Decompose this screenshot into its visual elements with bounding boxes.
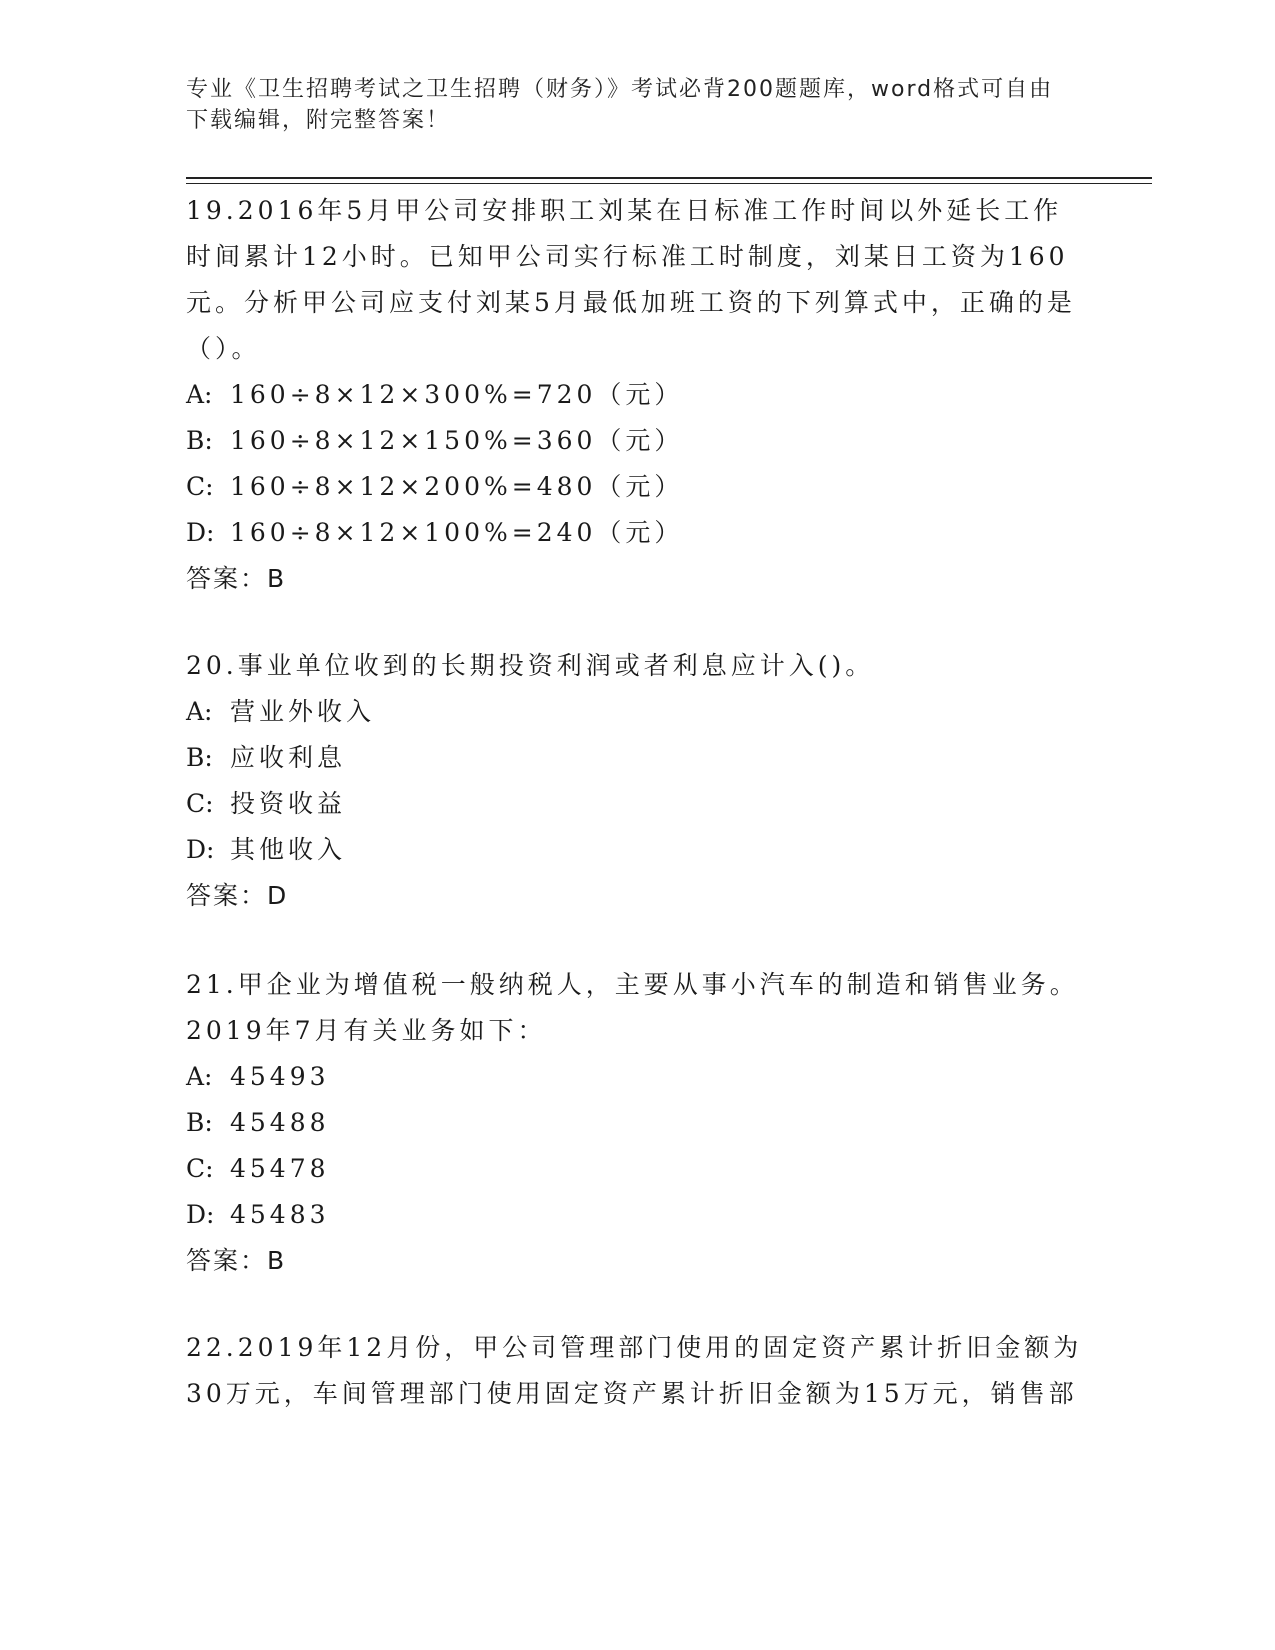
option-c — [186, 464, 1086, 510]
option-key: A: — [186, 1062, 213, 1091]
option-text: 45488 — [230, 1108, 330, 1137]
option-b — [186, 418, 1086, 464]
option-text: 投资收益 — [230, 789, 347, 818]
option-text: 160÷8×12×300%=720（元） — [230, 380, 684, 409]
option-key: A: — [186, 697, 213, 726]
option-c — [186, 781, 1086, 827]
option-key: C: — [186, 472, 214, 501]
answer-line: 答案：B — [186, 1246, 287, 1275]
header-divider-top — [186, 177, 1152, 179]
answer-line: 答案：D — [186, 881, 289, 910]
option-key: C: — [186, 789, 214, 818]
option-text: 45493 — [230, 1062, 330, 1091]
option-key: D: — [186, 1200, 215, 1229]
header-divider-bottom — [186, 183, 1152, 184]
question-stem: 20.事业单位收到的长期投资利润或者利息应计入()。 — [186, 651, 875, 680]
option-text: 45478 — [230, 1154, 330, 1183]
option-d — [186, 510, 1086, 556]
option-text: 45483 — [230, 1200, 330, 1229]
option-d — [186, 1192, 1086, 1238]
question-stem: 19.2016年5月甲公司安排职工刘某在日标准工作时间以外延长工作时间累计12小时。已知甲公司实行标准工时制度，刘某日工资为160元。分析甲公司应支付刘某5月最低加班工资的下列算式中，正确的是（）。 — [186, 196, 1076, 363]
question-stem: 22.2019年12月份，甲公司管理部门使用的固定资产累计折旧金额为30万元，车间管理部门使用固定资产累计折旧金额为15万元，销售部 — [186, 1333, 1083, 1408]
option-text: 其他收入 — [230, 835, 347, 864]
option-key: D: — [186, 835, 215, 864]
option-key: A: — [186, 380, 213, 409]
option-d — [186, 827, 1086, 873]
option-key: C: — [186, 1154, 214, 1183]
question-22 — [186, 1325, 1086, 1417]
option-key: B: — [186, 1108, 213, 1137]
option-key: B: — [186, 426, 213, 455]
question-20 — [186, 643, 1086, 919]
option-b — [186, 735, 1086, 781]
option-b — [186, 1100, 1086, 1146]
question-stem: 21.甲企业为增值税一般纳税人，主要从事小汽车的制造和销售业务。2019年7月有关业务如下： — [186, 970, 1079, 1045]
question-19 — [186, 188, 1086, 602]
option-key: B: — [186, 743, 213, 772]
option-c — [186, 1146, 1086, 1192]
option-text: 160÷8×12×100%=240（元） — [230, 518, 684, 547]
option-text: 160÷8×12×200%=480（元） — [230, 472, 684, 501]
option-a — [186, 1054, 1086, 1100]
option-text: 营业外收入 — [230, 697, 376, 726]
option-text: 160÷8×12×150%=360（元） — [230, 426, 684, 455]
question-21 — [186, 962, 1086, 1284]
option-key: D: — [186, 518, 215, 547]
option-a — [186, 689, 1086, 735]
option-text: 应收利息 — [230, 743, 347, 772]
document-header: 专业《卫生招聘考试之卫生招聘（财务）》考试必背200题题库，word格式可自由下载编辑，附完整答案！ — [186, 77, 1054, 133]
option-a — [186, 372, 1086, 418]
answer-line: 答案：B — [186, 564, 287, 593]
